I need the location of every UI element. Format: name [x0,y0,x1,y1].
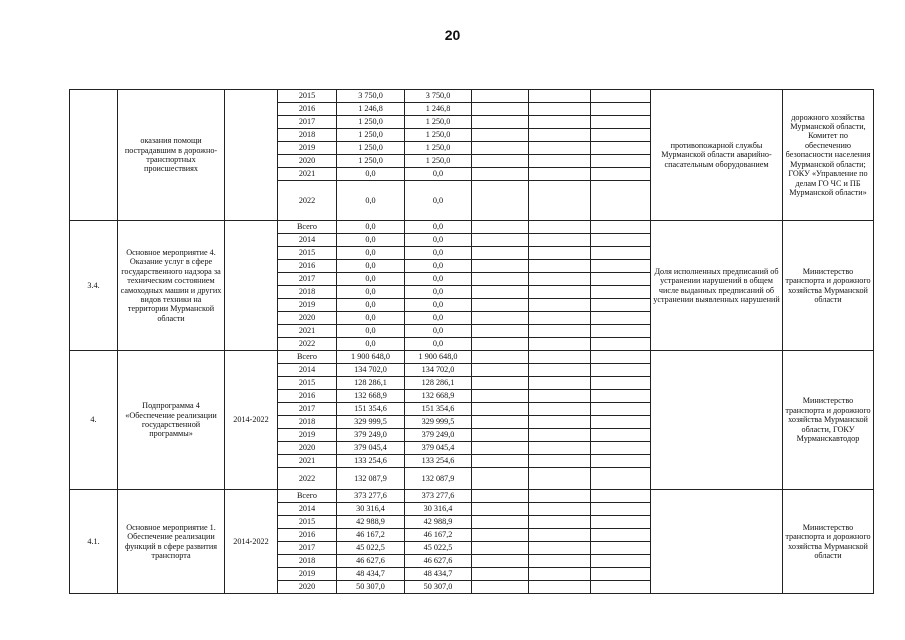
total-cell: 1 250,0 [337,116,405,129]
total-cell: 151 354,6 [337,403,405,416]
year-cell: 2020 [278,581,337,594]
total-cell: 0,0 [337,181,405,221]
executor-cell: Министерство транспорта и дорожного хозяйства Мурманской области, ГОКУ Мурманскавтодор [783,351,874,490]
year-cell: 2017 [278,273,337,286]
regional-budget-cell: 50 307,0 [405,581,472,594]
total-cell: 45 022,5 [337,542,405,555]
funding-source-cell [472,234,529,247]
funding-source-cell [472,129,529,142]
funding-source-cell [591,442,651,455]
total-cell: 30 316,4 [337,503,405,516]
regional-budget-cell: 373 277,6 [405,490,472,503]
funding-source-cell [529,416,591,429]
regional-budget-cell: 0,0 [405,260,472,273]
regional-budget-cell: 0,0 [405,312,472,325]
funding-source-cell [472,455,529,468]
funding-source-cell [591,142,651,155]
funding-source-cell [591,503,651,516]
year-cell: 2019 [278,568,337,581]
total-cell: 0,0 [337,338,405,351]
regional-budget-cell: 46 167,2 [405,529,472,542]
regional-budget-cell: 132 668,9 [405,390,472,403]
total-cell: 132 668,9 [337,390,405,403]
funding-source-cell [591,116,651,129]
regional-budget-cell: 0,0 [405,234,472,247]
funding-source-cell [591,351,651,364]
funding-source-cell [529,247,591,260]
year-cell: 2018 [278,555,337,568]
year-cell: 2014 [278,503,337,516]
funding-source-cell [591,312,651,325]
indicator-cell: противопожарной службы Мурманской области аварийно-спасательным оборудованием [651,90,783,221]
funding-source-cell [529,516,591,529]
total-cell: 132 087,9 [337,468,405,490]
total-cell: 133 254,6 [337,455,405,468]
funding-source-cell [472,286,529,299]
funding-source-cell [472,116,529,129]
regional-budget-cell: 48 434,7 [405,568,472,581]
funding-source-cell [591,129,651,142]
total-cell: 0,0 [337,247,405,260]
funding-source-cell [529,116,591,129]
total-cell: 1 250,0 [337,129,405,142]
funding-source-cell [591,338,651,351]
funding-source-cell [529,90,591,103]
funding-source-cell [529,555,591,568]
funding-source-cell [591,247,651,260]
funding-source-cell [529,103,591,116]
funding-source-cell [529,129,591,142]
section-period [225,221,278,351]
total-cell: 48 434,7 [337,568,405,581]
funding-source-cell [472,351,529,364]
total-cell: 50 307,0 [337,581,405,594]
funding-source-cell [529,221,591,234]
total-cell: 128 286,1 [337,377,405,390]
total-cell: 0,0 [337,273,405,286]
regional-budget-cell: 133 254,6 [405,455,472,468]
regional-budget-cell: 1 250,0 [405,155,472,168]
funding-source-cell [591,325,651,338]
funding-source-cell [472,181,529,221]
regional-budget-cell: 128 286,1 [405,377,472,390]
funding-source-cell [529,273,591,286]
funding-source-cell [591,416,651,429]
funding-source-cell [472,155,529,168]
total-cell: 46 167,2 [337,529,405,542]
regional-budget-cell: 379 045,4 [405,442,472,455]
funding-source-cell [591,468,651,490]
section-number: 3.4. [70,221,118,351]
regional-budget-cell: 1 246,8 [405,103,472,116]
year-cell: 2017 [278,403,337,416]
funding-source-cell [529,325,591,338]
funding-source-cell [472,416,529,429]
year-cell: 2018 [278,286,337,299]
total-cell: 1 250,0 [337,155,405,168]
regional-budget-cell: 151 354,6 [405,403,472,416]
year-cell: 2021 [278,325,337,338]
funding-source-cell [472,364,529,377]
section-description: Основное мероприятие 1. Обеспечение реализации функций в сфере развития транспорта [118,490,225,594]
total-cell: 46 627,6 [337,555,405,568]
total-cell: 0,0 [337,168,405,181]
year-cell: 2019 [278,142,337,155]
total-cell: 0,0 [337,221,405,234]
total-cell: 0,0 [337,325,405,338]
funding-source-cell [472,90,529,103]
section-description: оказания помощи пострадавшим в дорожно-транспортных происшествиях [118,90,225,221]
executor-cell: Министерство транспорта и дорожного хозяйства Мурманской области [783,221,874,351]
funding-source-cell [472,377,529,390]
funding-source-cell [472,142,529,155]
funding-source-cell [591,273,651,286]
funding-source-cell [591,168,651,181]
regional-budget-cell: 0,0 [405,168,472,181]
year-cell: 2014 [278,234,337,247]
funding-source-cell [529,142,591,155]
funding-source-cell [472,247,529,260]
regional-budget-cell: 0,0 [405,247,472,260]
funding-source-cell [529,503,591,516]
indicator-cell [651,490,783,594]
funding-source-cell [529,390,591,403]
funding-source-cell [472,490,529,503]
funding-source-cell [591,568,651,581]
total-cell: 373 277,6 [337,490,405,503]
funding-source-cell [529,542,591,555]
year-cell: 2017 [278,116,337,129]
total-cell: 1 900 648,0 [337,351,405,364]
funding-source-cell [472,312,529,325]
funding-source-cell [591,455,651,468]
funding-source-cell [591,90,651,103]
section-period [225,90,278,221]
funding-source-cell [591,221,651,234]
year-cell: 2021 [278,455,337,468]
regional-budget-cell: 134 702,0 [405,364,472,377]
funding-source-cell [472,529,529,542]
year-cell: 2016 [278,260,337,273]
funding-source-cell [472,468,529,490]
executor-cell: Министерство транспорта и дорожного хозяйства Мурманской области [783,490,874,594]
regional-budget-cell: 329 999,5 [405,416,472,429]
funding-source-cell [591,581,651,594]
section-period: 2014-2022 [225,351,278,490]
funding-source-cell [472,221,529,234]
funding-source-cell [529,581,591,594]
year-cell: 2022 [278,181,337,221]
funding-source-cell [591,181,651,221]
funding-source-cell [472,581,529,594]
year-cell: 2018 [278,416,337,429]
year-cell: 2022 [278,468,337,490]
regional-budget-cell: 0,0 [405,273,472,286]
total-cell: 0,0 [337,286,405,299]
funding-source-cell [529,155,591,168]
year-cell: 2016 [278,390,337,403]
year-cell: 2020 [278,155,337,168]
table-body [70,90,874,594]
funding-source-cell [591,299,651,312]
regional-budget-cell: 0,0 [405,181,472,221]
funding-source-cell [472,516,529,529]
page-number: 20 [444,27,461,43]
total-cell: 3 750,0 [337,90,405,103]
year-cell: 2021 [278,168,337,181]
funding-source-cell [529,468,591,490]
funding-source-cell [472,568,529,581]
total-cell: 379 045,4 [337,442,405,455]
funding-source-cell [472,403,529,416]
funding-source-cell [591,516,651,529]
funding-source-cell [591,377,651,390]
regional-budget-cell: 1 900 648,0 [405,351,472,364]
funding-source-cell [472,429,529,442]
funding-source-cell [529,529,591,542]
funding-source-cell [591,390,651,403]
year-cell: 2017 [278,542,337,555]
funding-source-cell [472,555,529,568]
total-cell: 0,0 [337,299,405,312]
funding-source-cell [529,168,591,181]
funding-source-cell [529,568,591,581]
year-cell: 2016 [278,103,337,116]
funding-source-cell [591,429,651,442]
funding-source-cell [472,390,529,403]
funding-source-cell [591,555,651,568]
regional-budget-cell: 3 750,0 [405,90,472,103]
section-number: 4.1. [70,490,118,594]
total-cell: 329 999,5 [337,416,405,429]
funding-source-cell [591,155,651,168]
funding-source-cell [529,364,591,377]
funding-source-cell [472,168,529,181]
table-row [70,490,874,503]
funding-source-cell [591,103,651,116]
funding-source-cell [472,299,529,312]
funding-source-cell [591,286,651,299]
year-cell: 2020 [278,312,337,325]
year-cell: 2019 [278,429,337,442]
funding-source-cell [529,442,591,455]
funding-source-cell [472,260,529,273]
regional-budget-cell: 0,0 [405,299,472,312]
funding-source-cell [472,325,529,338]
section-description: Основное мероприятие 4. Оказание услуг в сфере государственного надзора за техническим состоянием самоходных машин и других видов техники на территории Мурманской области [118,221,225,351]
year-cell: 2015 [278,516,337,529]
executor-cell: дорожного хозяйства Мурманской области, Комитет по обеспечению безопасности населения Мурманской области; ГОКУ «Управление по делам ГО ЧС и ПБ Мурманской области» [783,90,874,221]
funding-source-cell [529,351,591,364]
total-cell: 1 250,0 [337,142,405,155]
year-cell: 2015 [278,90,337,103]
year-cell: Всего [278,490,337,503]
year-cell: 2018 [278,129,337,142]
year-cell: 2015 [278,377,337,390]
regional-budget-cell: 0,0 [405,221,472,234]
table-row [70,221,874,234]
regional-budget-cell: 1 250,0 [405,116,472,129]
year-cell: Всего [278,351,337,364]
program-table [69,89,874,594]
table-row [70,351,874,364]
funding-source-cell [472,273,529,286]
funding-source-cell [529,181,591,221]
funding-source-cell [529,403,591,416]
funding-source-cell [529,338,591,351]
funding-source-cell [591,529,651,542]
funding-source-cell [472,542,529,555]
year-cell: 2022 [278,338,337,351]
year-cell: 2015 [278,247,337,260]
table-row [70,90,874,103]
funding-source-cell [529,234,591,247]
regional-budget-cell: 0,0 [405,286,472,299]
section-description: Подпрограмма 4 «Обеспечение реализации государственной программы» [118,351,225,490]
funding-source-cell [591,364,651,377]
funding-source-cell [529,429,591,442]
indicator-cell [651,351,783,490]
regional-budget-cell: 132 087,9 [405,468,472,490]
year-cell: Всего [278,221,337,234]
indicator-cell: Доля исполненных предписаний об устранении нарушений в общем числе выданных предписаний об устранении выявленных нарушений [651,221,783,351]
funding-source-cell [529,299,591,312]
funding-source-cell [529,286,591,299]
total-cell: 0,0 [337,312,405,325]
regional-budget-cell: 45 022,5 [405,542,472,555]
funding-source-cell [591,234,651,247]
regional-budget-cell: 379 249,0 [405,429,472,442]
funding-source-cell [529,377,591,390]
funding-source-cell [472,338,529,351]
total-cell: 379 249,0 [337,429,405,442]
funding-source-cell [591,260,651,273]
year-cell: 2020 [278,442,337,455]
funding-source-cell [472,503,529,516]
funding-source-cell [591,542,651,555]
funding-source-cell [529,455,591,468]
section-number: 4. [70,351,118,490]
total-cell: 0,0 [337,234,405,247]
total-cell: 0,0 [337,260,405,273]
funding-source-cell [529,260,591,273]
funding-source-cell [591,490,651,503]
funding-source-cell [472,442,529,455]
year-cell: 2014 [278,364,337,377]
regional-budget-cell: 1 250,0 [405,129,472,142]
year-cell: 2019 [278,299,337,312]
total-cell: 42 988,9 [337,516,405,529]
regional-budget-cell: 0,0 [405,325,472,338]
total-cell: 1 246,8 [337,103,405,116]
year-cell: 2016 [278,529,337,542]
regional-budget-cell: 30 316,4 [405,503,472,516]
total-cell: 134 702,0 [337,364,405,377]
regional-budget-cell: 42 988,9 [405,516,472,529]
funding-source-cell [472,103,529,116]
funding-source-cell [591,403,651,416]
regional-budget-cell: 0,0 [405,338,472,351]
regional-budget-cell: 1 250,0 [405,142,472,155]
section-number [70,90,118,221]
section-period: 2014-2022 [225,490,278,594]
funding-source-cell [529,312,591,325]
funding-source-cell [529,490,591,503]
regional-budget-cell: 46 627,6 [405,555,472,568]
